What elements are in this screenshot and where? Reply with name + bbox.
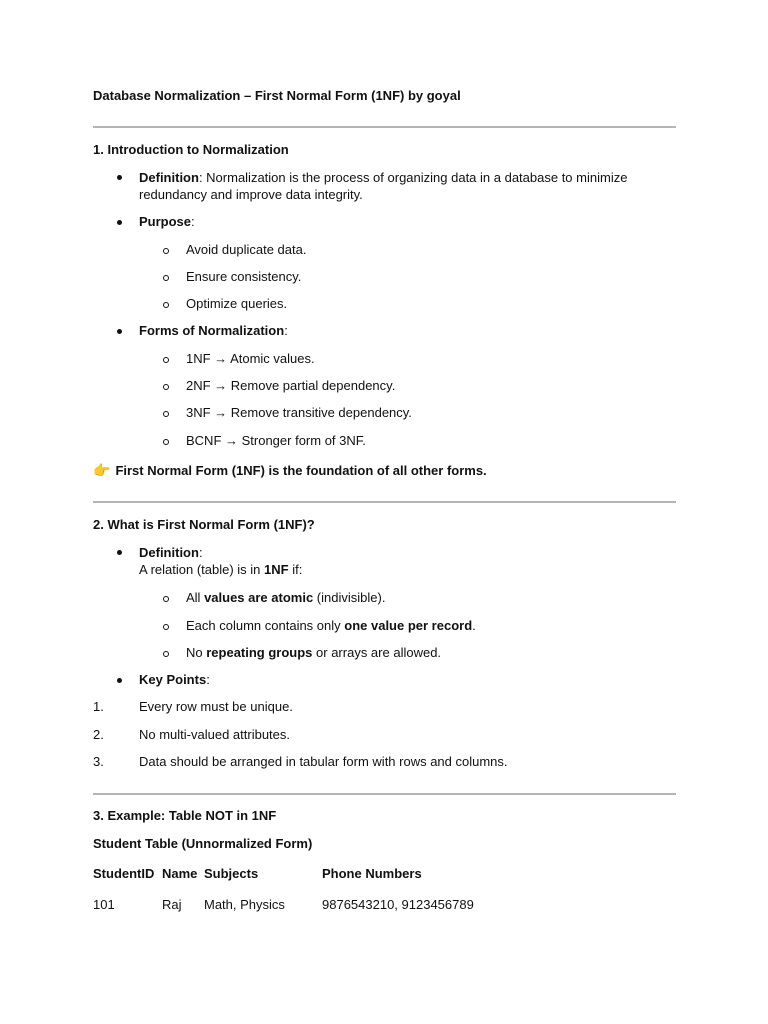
keypoint-item: No multi-valued attributes.: [139, 727, 291, 742]
horizontal-divider: [93, 126, 676, 128]
definition-line-2: redundancy and improve data integrity.: [139, 187, 363, 202]
bullet-icon: [117, 329, 122, 334]
purpose-item: Ensure consistency.: [186, 269, 302, 284]
section-1-heading: 1. Introduction to Normalization: [93, 142, 289, 157]
forms-item: 2NF → Remove partial dependency.: [186, 378, 396, 393]
purpose-line: [139, 214, 195, 230]
purpose-colon: :: [191, 214, 195, 229]
condition-bold: values are atomic: [204, 590, 314, 605]
forms-item: 1NF → Atomic values.: [186, 351, 315, 366]
definition-label: Definition: [139, 545, 199, 560]
sub-bullet-icon: [163, 384, 169, 390]
sub-bullet-icon: [163, 411, 169, 417]
table-header-name: Name: [162, 866, 198, 881]
sub-bullet-icon: [163, 624, 169, 630]
horizontal-divider: [93, 793, 676, 795]
definition-bold: 1NF: [264, 562, 289, 577]
keypoints-colon: :: [206, 672, 210, 687]
sub-bullet-icon: [163, 357, 169, 363]
bullet-icon: [117, 678, 122, 683]
sub-bullet-icon: [163, 651, 169, 657]
sub-bullet-icon: [163, 302, 169, 308]
keypoints-label: Key Points: [139, 672, 207, 687]
section-2-heading: 2. What is First Normal Form (1NF)?: [93, 517, 315, 532]
definition-label: Definition: [139, 170, 199, 185]
definition-line-1: [139, 545, 203, 561]
table-header-subjects: Subjects: [204, 866, 259, 881]
forms-item: 3NF → Remove transitive dependency.: [186, 405, 412, 420]
condition-text-end: (indivisible).: [313, 590, 386, 605]
table-cell-subjects: Math, Physics: [204, 897, 285, 912]
sub-bullet-icon: [163, 596, 169, 602]
table-cell-name: Raj: [162, 897, 182, 912]
table-header-phone-numbers: Phone Numbers: [322, 866, 422, 881]
list-number: 1.: [93, 699, 104, 714]
table-cell-phone-numbers: 9876543210, 9123456789: [322, 897, 474, 912]
condition-item: [186, 645, 441, 661]
sub-bullet-icon: [163, 248, 169, 254]
callout: [93, 462, 487, 479]
document-title: Database Normalization – First Normal Form (1NF) by goyal: [93, 88, 461, 103]
purpose-item: Avoid duplicate data.: [186, 242, 307, 257]
definition-colon: :: [198, 545, 203, 560]
definition-text-end: if:: [288, 562, 303, 577]
definition-text: A relation (table) is in: [139, 562, 265, 577]
keypoint-item: Data should be arranged in tabular form with rows and columns.: [139, 754, 508, 769]
bullet-icon: [117, 220, 122, 225]
condition-bold: repeating groups: [206, 645, 313, 660]
definition-text: : Normalization is the process of organizing data in a database to minimize: [198, 170, 628, 185]
condition-text: Each column contains only: [186, 618, 345, 633]
sub-bullet-icon: [163, 439, 169, 445]
condition-bold: one value per record: [344, 618, 473, 633]
condition-text: All: [186, 590, 205, 605]
condition-item: [186, 618, 476, 634]
condition-item: [186, 590, 385, 606]
purpose-label: Purpose: [139, 214, 192, 229]
definition-line-2: [139, 562, 302, 578]
forms-colon: :: [284, 323, 288, 338]
table-title: Student Table (Unnormalized Form): [93, 836, 313, 851]
pointing-hand-icon: 👉: [93, 462, 111, 478]
sub-bullet-icon: [163, 275, 169, 281]
forms-line: [139, 323, 288, 339]
list-number: 2.: [93, 727, 104, 742]
condition-text-end: or arrays are allowed.: [312, 645, 442, 660]
table-cell-studentid: 101: [93, 897, 115, 912]
keypoints-line: [139, 672, 210, 688]
bullet-icon: [117, 175, 122, 180]
condition-text-end: .: [472, 618, 476, 633]
list-number: 3.: [93, 754, 104, 769]
forms-item: BCNF → Stronger form of 3NF.: [186, 433, 366, 448]
horizontal-divider: [93, 501, 676, 503]
keypoint-item: Every row must be unique.: [139, 699, 293, 714]
section-3-heading: 3. Example: Table NOT in 1NF: [93, 808, 277, 823]
callout-text: First Normal Form (1NF) is the foundation of all other forms.: [115, 463, 487, 478]
forms-label: Forms of Normalization: [139, 323, 285, 338]
bullet-icon: [117, 550, 122, 555]
definition-line-1: [139, 170, 627, 186]
condition-text: No: [186, 645, 207, 660]
purpose-item: Optimize queries.: [186, 296, 288, 311]
table-header-studentid: StudentID: [93, 866, 155, 881]
